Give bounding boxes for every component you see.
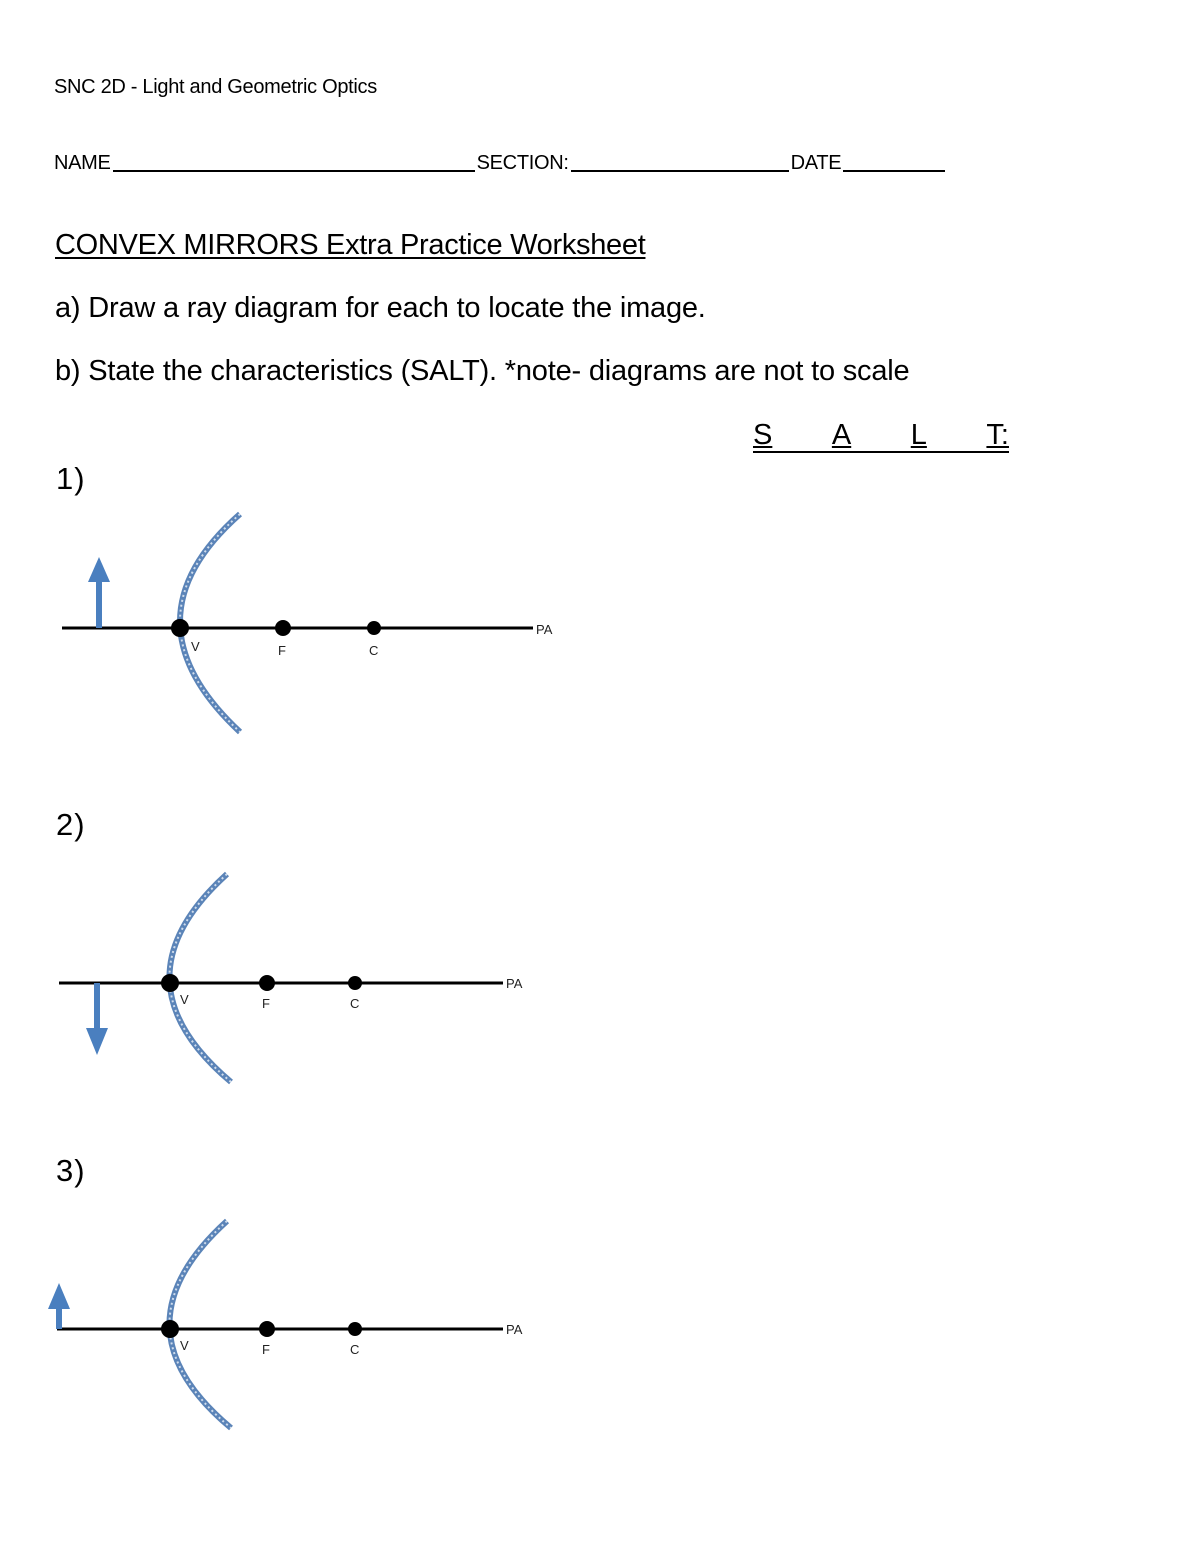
center-point	[348, 1322, 362, 1336]
vertex-label: V	[191, 639, 200, 654]
vertex-point	[161, 974, 179, 992]
salt-s: S	[753, 419, 773, 451]
vertex-point	[171, 619, 189, 637]
question-3-number: 3)	[56, 1153, 86, 1188]
salt-t: T:	[986, 419, 1009, 451]
vertex-point	[161, 1320, 179, 1338]
center-label: C	[350, 1342, 360, 1357]
center-label: C	[350, 996, 360, 1011]
name-label: NAME	[54, 152, 111, 174]
object-arrow	[48, 1283, 70, 1329]
object-arrow	[88, 557, 110, 628]
salt-heading	[753, 419, 1009, 453]
date-label: DATE	[790, 152, 842, 174]
question-1-number: 1)	[56, 461, 86, 496]
principal-axis-label: PA	[506, 976, 523, 991]
vertex-label: V	[180, 1338, 189, 1353]
salt-a: A	[831, 419, 852, 451]
name-blank[interactable]	[113, 152, 475, 172]
center-label: C	[369, 643, 379, 658]
center-point	[367, 621, 381, 635]
center-point	[348, 976, 362, 990]
focal-label: F	[278, 643, 286, 658]
worksheet-title: CONVEX MIRRORS Extra Practice Worksheet	[55, 229, 646, 261]
focal-label: F	[262, 996, 270, 1011]
instruction-a: a) Draw a ray diagram for each to locate the image.	[55, 292, 706, 324]
principal-axis-label: PA	[536, 622, 553, 637]
vertex-label: V	[180, 992, 189, 1007]
course-title: SNC 2D - Light and Geometric Optics	[54, 76, 377, 98]
student-info-row	[54, 152, 947, 175]
question-2-number: 2)	[56, 807, 86, 842]
question-2-diagram	[0, 860, 560, 1100]
salt-l: L	[910, 419, 927, 451]
principal-axis-label: PA	[506, 1322, 523, 1337]
object-arrow	[86, 983, 108, 1055]
convex-mirror	[169, 1221, 231, 1428]
focal-point	[259, 1321, 275, 1337]
focal-label: F	[262, 1342, 270, 1357]
convex-mirror	[169, 874, 231, 1082]
instruction-b: b) State the characteristics (SALT). *note- diagrams are not to scale	[55, 355, 910, 387]
focal-point	[275, 620, 291, 636]
section-blank[interactable]	[571, 152, 789, 172]
question-1-diagram	[0, 500, 600, 750]
date-blank[interactable]	[843, 152, 945, 172]
question-3-diagram	[0, 1207, 560, 1447]
focal-point	[259, 975, 275, 991]
section-label: SECTION:	[476, 152, 569, 174]
